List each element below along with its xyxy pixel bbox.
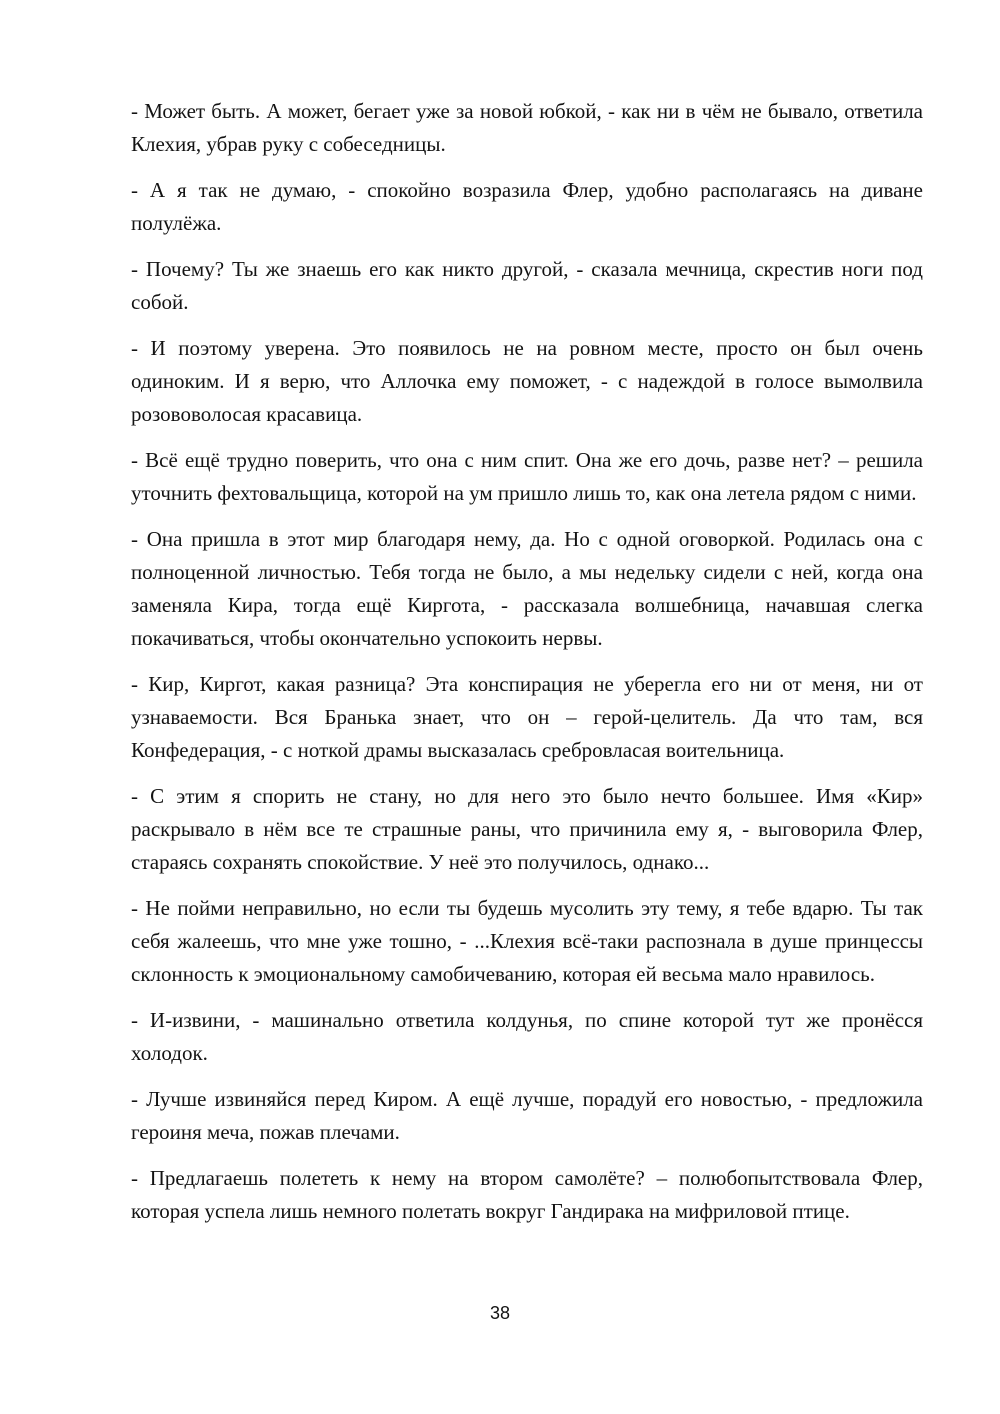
paragraph: - Лучше извиняйся перед Киром. А ещё лучше, порадуй его новостью, - предложила героиня меча, пожав плечами. [131,1087,923,1144]
paragraph: - Всё ещё трудно поверить, что она с ним спит. Она же его дочь, разве нет? – решила уточнить фехтовальщица, которой на ум пришло лишь то, как она летела рядом с ними. [131,448,923,505]
page-number: 38 [489,1303,511,1323]
paragraph: - Кир, Киргот, какая разница? Эта конспирация не уберегла его ни от меня, ни от узнаваемости. Вся Бранька знает, что он – герой-целитель. Да что там, вся Конфедерация, - с ноткой драмы высказалась сребровласая воительница. [131,672,923,762]
paragraph: - Предлагаешь полететь к нему на втором самолёте? – полюбопытствовала Флер, которая успела лишь немного полетать вокруг Гандирака на мифриловой птице. [131,1166,923,1223]
paragraph: - И-извини, - машинально ответила колдунья, по спине которой тут же пронёсся холодок. [131,1008,923,1065]
paragraph: - Почему? Ты же знаешь его как никто другой, - сказала мечница, скрестив ноги под собой. [131,257,923,314]
paragraph: - И поэтому уверена. Это появилось не на ровном месте, просто он был очень одиноким. И я верю, что Аллочка ему поможет, - с надеждой в голосе вымолвила розововолосая красавица. [131,336,923,426]
paragraph: - А я так не думаю, - спокойно возразила Флер, удобно располагаясь на диване полулёжа. [131,178,923,235]
paragraph: - Может быть. А может, бегает уже за новой юбкой, - как ни в чём не бывало, ответила Клехия, убрав руку с собеседницы. [131,99,923,156]
paragraph: - С этим я спорить не стану, но для него это было нечто большее. Имя «Кир» раскрывало в нём все те страшные раны, что причинила ему я, - выговорила Флер, стараясь сохранять спокойствие. У неё это получилось, однако... [131,784,923,874]
paragraph: - Она пришла в этот мир благодаря нему, да. Но с одной оговоркой. Родилась она с полноценной личностью. Тебя тогда не было, а мы недельку сидели с ней, когда она заменяла Кира, тогда ещё Киргота, - рассказала волшебница, начавшая слегка покачиваться, чтобы окончательно успокоить нервы. [131,527,923,650]
paragraph: - Не пойми неправильно, но если ты будешь мусолить эту тему, я тебе вдарю. Ты так себя жалеешь, что мне уже тошно, - ...Клехия всё-таки распознала в душе принцессы склонность к эмоциональному самобичеванию, которая ей весьма мало нравилось. [131,896,923,986]
page-text-block [131,95,923,1228]
